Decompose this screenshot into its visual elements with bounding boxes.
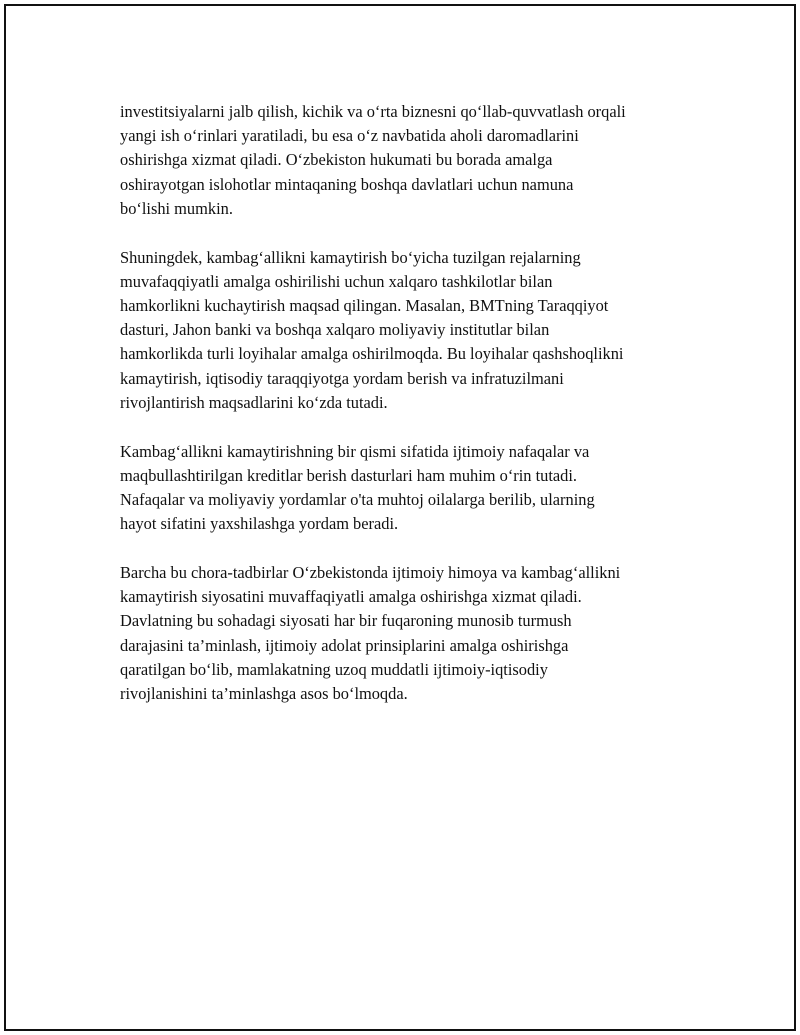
text-line: darajasini ta’minlash, ijtimoiy adolat prinsiplarini amalga oshirishga	[120, 635, 569, 655]
text-line: Kambag‘allikni kamaytirishning bir qismi sifatida ijtimoiy nafaqalar va	[120, 441, 590, 461]
paragraph-3	[120, 440, 700, 537]
text-line: Davlatning bu sohadagi siyosati har bir fuqaroning munosib turmush	[120, 611, 572, 631]
text-line: Barcha bu chora-tadbirlar O‘zbekistonda ijtimoiy himoya va kambag‘allikni	[120, 563, 621, 583]
text-line: yangi ish o‘rinlari yaratiladi, bu esa o‘z navbatida aholi daromadlarini	[120, 126, 579, 146]
paragraph-2	[120, 246, 700, 415]
text-line: qaratilgan bo‘lib, mamlakatning uzoq muddatli ijtimoiy-iqtisodiy	[120, 659, 548, 679]
page-frame	[4, 4, 796, 1031]
text-line: hamkorlikni kuchaytirish maqsad qilingan. Masalan, BMTning Taraqqiyot	[120, 296, 609, 316]
text-line: kamaytirish siyosatini muvaffaqiyatli amalga oshirishga xizmat qiladi.	[120, 587, 582, 607]
text-line: bo‘lishi mumkin.	[120, 198, 233, 218]
text-line: oshirishga xizmat qiladi. O‘zbekiston hukumati bu borada amalga	[120, 150, 553, 170]
text-line: maqbullashtirilgan kreditlar berish dasturlari ham muhim o‘rin tutadi.	[120, 465, 578, 485]
paragraph-1	[120, 100, 700, 221]
paragraph-4	[120, 561, 700, 706]
text-line: Shuningdek, kambag‘allikni kamaytirish bo‘yicha tuzilgan rejalarning	[120, 247, 581, 267]
text-line: dasturi, Jahon banki va boshqa xalqaro moliyaviy institutlar bilan	[120, 320, 550, 340]
text-line: kamaytirish, iqtisodiy taraqqiyotga yordam berish va infratuzilmani	[120, 368, 564, 388]
text-line: muvafaqqiyatli amalga oshirilishi uchun xalqaro tashkilotlar bilan	[120, 271, 553, 291]
text-line: rivojlanishini ta’minlashga asos bo‘lmoqda.	[120, 684, 408, 704]
text-line: Nafaqalar va moliyaviy yordamlar o'ta muhtoj oilalarga berilib, ularning	[120, 490, 595, 510]
text-line: hayot sifatini yaxshilashga yordam beradi.	[120, 514, 399, 534]
document-body	[120, 100, 700, 731]
text-line: rivojlantirish maqsadlarini ko‘zda tutadi.	[120, 392, 388, 412]
text-line: investitsiyalarni jalb qilish, kichik va o‘rta biznesni qo‘llab-quvvatlash orqali	[120, 102, 626, 121]
text-line: hamkorlikda turli loyihalar amalga oshirilmoqda. Bu loyihalar qashshoqlikni	[120, 344, 624, 364]
text-line: oshirayotgan islohotlar mintaqaning boshqa davlatlari uchun namuna	[120, 174, 574, 194]
